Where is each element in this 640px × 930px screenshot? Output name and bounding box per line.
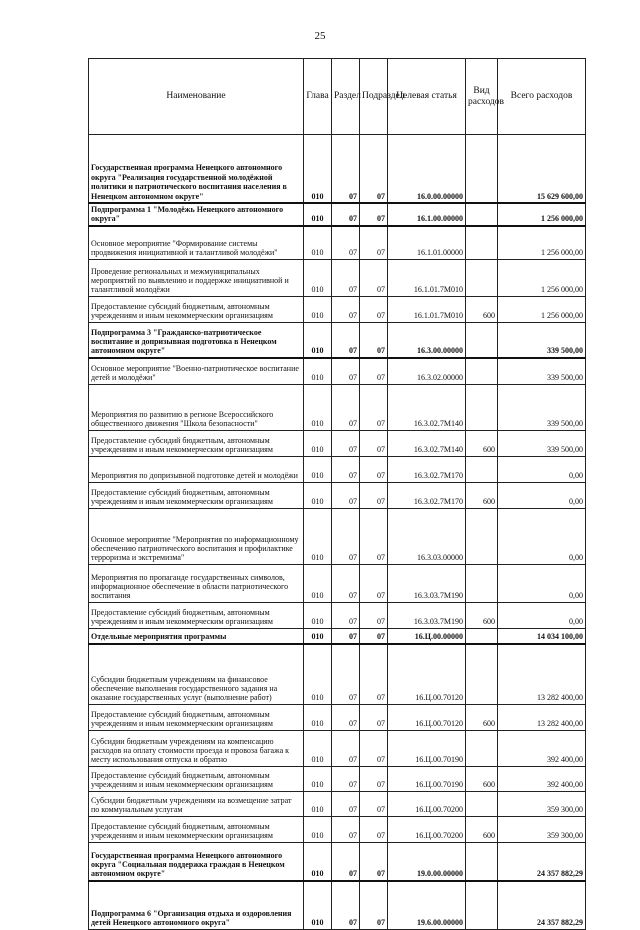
row-chapter: 010	[304, 456, 332, 482]
row-section: 07	[332, 322, 360, 358]
row-name: Предоставление субсидий бюджетным, автономным учреждениям и иным некоммерческим организациям	[89, 430, 304, 456]
row-subsection: 07	[360, 203, 388, 226]
row-subsection: 07	[360, 482, 388, 508]
table-row	[89, 704, 586, 730]
row-section: 07	[332, 203, 360, 226]
row-section: 07	[332, 226, 360, 260]
row-total: 0,00	[498, 602, 586, 628]
row-section: 07	[332, 816, 360, 842]
row-total: 1 256 000,00	[498, 226, 586, 260]
row-section: 07	[332, 564, 360, 602]
table-row	[89, 881, 586, 930]
row-type	[466, 259, 498, 296]
row-name: Основное мероприятие "Формирование системы продвижения инициативной и талантливой молодёжи"	[89, 226, 304, 260]
row-section: 07	[332, 791, 360, 816]
table-row	[89, 135, 586, 204]
row-section: 07	[332, 358, 360, 385]
row-chapter: 010	[304, 508, 332, 564]
row-name: Отдельные мероприятия программы	[89, 628, 304, 644]
row-name: Предоставление субсидий бюджетным, автономным учреждениям и иным некоммерческим организациям	[89, 704, 304, 730]
row-total: 359 300,00	[498, 791, 586, 816]
budget-table	[88, 58, 586, 930]
row-chapter: 010	[304, 816, 332, 842]
row-total: 359 300,00	[498, 816, 586, 842]
row-total: 339 500,00	[498, 384, 586, 430]
row-chapter: 010	[304, 259, 332, 296]
row-chapter: 010	[304, 322, 332, 358]
row-type: 600	[466, 602, 498, 628]
row-subsection: 07	[360, 564, 388, 602]
row-chapter: 010	[304, 482, 332, 508]
table-header-row	[89, 59, 586, 135]
row-target: 16.Ц.00.70120	[388, 704, 466, 730]
header-name: Наименование	[89, 59, 304, 135]
row-total: 1 256 000,00	[498, 259, 586, 296]
row-total: 392 400,00	[498, 766, 586, 791]
row-total: 339 500,00	[498, 322, 586, 358]
row-name: Предоставление субсидий бюджетным, автономным учреждениям и иным некоммерческим организациям	[89, 766, 304, 791]
row-section: 07	[332, 766, 360, 791]
row-total: 1 256 000,00	[498, 203, 586, 226]
row-chapter: 010	[304, 564, 332, 602]
row-target: 16.0.00.00000	[388, 135, 466, 204]
table-row	[89, 564, 586, 602]
row-subsection: 07	[360, 430, 388, 456]
row-chapter: 010	[304, 135, 332, 204]
row-name: Предоставление субсидий бюджетным, автономным учреждениям и иным некоммерческим организациям	[89, 482, 304, 508]
table-row	[89, 766, 586, 791]
row-subsection: 07	[360, 508, 388, 564]
row-subsection: 07	[360, 135, 388, 204]
row-name: Субсидии бюджетным учреждениям на компенсацию расходов на оплату стоимости проезда и провоза багажа к месту использования отпуска и обратно	[89, 730, 304, 766]
row-section: 07	[332, 430, 360, 456]
row-subsection: 07	[360, 296, 388, 322]
row-chapter: 010	[304, 203, 332, 226]
row-section: 07	[332, 508, 360, 564]
row-total: 1 256 000,00	[498, 296, 586, 322]
row-total: 24 357 882,29	[498, 842, 586, 881]
table-row	[89, 296, 586, 322]
row-subsection: 07	[360, 226, 388, 260]
table-row	[89, 226, 586, 260]
row-section: 07	[332, 296, 360, 322]
row-chapter: 010	[304, 791, 332, 816]
row-type	[466, 842, 498, 881]
row-target: 16.3.02.7М140	[388, 384, 466, 430]
row-chapter: 010	[304, 766, 332, 791]
row-total: 392 400,00	[498, 730, 586, 766]
table-row	[89, 430, 586, 456]
row-target: 16.Ц.00.70200	[388, 816, 466, 842]
row-name: Государственная программа Ненецкого автономного округа "Социальная поддержка граждан в Ненецком автономном округе"	[89, 842, 304, 881]
row-total: 339 500,00	[498, 358, 586, 385]
row-chapter: 010	[304, 430, 332, 456]
header-target: Целевая статья	[388, 59, 466, 135]
row-chapter: 010	[304, 704, 332, 730]
table-row	[89, 322, 586, 358]
row-target: 16.3.03.00000	[388, 508, 466, 564]
row-chapter: 010	[304, 602, 332, 628]
row-total: 15 629 600,00	[498, 135, 586, 204]
table-row	[89, 628, 586, 644]
row-target: 16.3.03.7М190	[388, 602, 466, 628]
row-section: 07	[332, 602, 360, 628]
row-chapter: 010	[304, 226, 332, 260]
row-total: 0,00	[498, 456, 586, 482]
row-chapter: 010	[304, 730, 332, 766]
table-body	[89, 135, 586, 930]
row-chapter: 010	[304, 628, 332, 644]
row-section: 07	[332, 704, 360, 730]
row-total: 13 282 400,00	[498, 644, 586, 705]
row-target: 19.0.00.00000	[388, 842, 466, 881]
row-name: Субсидии бюджетным учреждениям на финансовое обеспечение выполнения государственного задания на оказание государственных услуг (выполнение работ)	[89, 644, 304, 705]
row-type: 600	[466, 704, 498, 730]
row-type	[466, 456, 498, 482]
row-subsection: 07	[360, 602, 388, 628]
row-subsection: 07	[360, 384, 388, 430]
row-type	[466, 881, 498, 930]
row-subsection: 07	[360, 322, 388, 358]
row-type: 600	[466, 816, 498, 842]
row-total: 0,00	[498, 564, 586, 602]
row-total: 24 357 882,29	[498, 881, 586, 930]
row-type: 600	[466, 766, 498, 791]
row-type	[466, 203, 498, 226]
table-row	[89, 456, 586, 482]
table-row	[89, 842, 586, 881]
row-target: 16.1.00.00000	[388, 203, 466, 226]
table-row	[89, 816, 586, 842]
row-name: Мероприятия по допризывной подготовке детей и молодёжи	[89, 456, 304, 482]
row-target: 16.Ц.00.70200	[388, 791, 466, 816]
row-target: 16.1.01.7М010	[388, 259, 466, 296]
table-row	[89, 730, 586, 766]
row-type	[466, 628, 498, 644]
table-row	[89, 644, 586, 705]
row-type: 600	[466, 296, 498, 322]
row-type	[466, 730, 498, 766]
row-name: Мероприятия по пропаганде государственных символов, информационное обеспечение в области патриотического воспитания	[89, 564, 304, 602]
row-subsection: 07	[360, 358, 388, 385]
row-section: 07	[332, 842, 360, 881]
row-subsection: 07	[360, 730, 388, 766]
row-type	[466, 564, 498, 602]
row-subsection: 07	[360, 704, 388, 730]
row-subsection: 07	[360, 456, 388, 482]
table-row	[89, 602, 586, 628]
row-subsection: 07	[360, 842, 388, 881]
row-chapter: 010	[304, 644, 332, 705]
row-target: 16.Ц.00.70120	[388, 644, 466, 705]
row-section: 07	[332, 644, 360, 705]
header-section: Раздел	[332, 59, 360, 135]
row-section: 07	[332, 135, 360, 204]
row-type	[466, 791, 498, 816]
row-name: Основное мероприятие "Военно-патриотическое воспитание детей и молодёжи"	[89, 358, 304, 385]
row-name: Предоставление субсидий бюджетным, автономным учреждениям и иным некоммерческим организациям	[89, 296, 304, 322]
row-subsection: 07	[360, 766, 388, 791]
row-target: 16.3.02.7М170	[388, 456, 466, 482]
row-name: Подпрограмма 6 "Организация отдыха и оздоровления детей Ненецкого автономного округа"	[89, 881, 304, 930]
row-chapter: 010	[304, 296, 332, 322]
row-subsection: 07	[360, 259, 388, 296]
row-name: Субсидии бюджетным учреждениям на возмещение затрат по коммунальным услугам	[89, 791, 304, 816]
row-name: Основное мероприятие "Мероприятия по информационному обеспечению патриотического воспитания и профилактике терроризма и экстремизма"	[89, 508, 304, 564]
row-chapter: 010	[304, 358, 332, 385]
row-name: Предоставление субсидий бюджетным, автономным учреждениям и иным некоммерческим организациям	[89, 816, 304, 842]
table-row	[89, 482, 586, 508]
page-number: 25	[314, 30, 326, 42]
row-name: Государственная программа Ненецкого автономного округа "Реализация государственной молодёжной политики и патриотического воспитания населения в Ненецком автономном округе"	[89, 135, 304, 204]
table-row	[89, 259, 586, 296]
table-row	[89, 508, 586, 564]
row-name: Подпрограмма 1 "Молодёжь Ненецкого автономного округа"	[89, 203, 304, 226]
header-subsection: Подраздел	[360, 59, 388, 135]
row-target: 16.3.02.7М170	[388, 482, 466, 508]
row-name: Проведение региональных и межмуниципальных мероприятий по выявлению и поддержке инициативной и талантливой молодёжи	[89, 259, 304, 296]
row-total: 0,00	[498, 508, 586, 564]
row-section: 07	[332, 628, 360, 644]
table-row	[89, 384, 586, 430]
row-name: Предоставление субсидий бюджетным, автономным учреждениям и иным некоммерческим организациям	[89, 602, 304, 628]
row-target: 16.1.01.00000	[388, 226, 466, 260]
row-type	[466, 135, 498, 204]
row-total: 14 034 100,00	[498, 628, 586, 644]
row-section: 07	[332, 730, 360, 766]
row-target: 16.Ц.00.70190	[388, 766, 466, 791]
row-chapter: 010	[304, 842, 332, 881]
row-type	[466, 322, 498, 358]
header-type: Вид расходов	[466, 59, 498, 135]
row-type: 600	[466, 482, 498, 508]
row-type	[466, 358, 498, 385]
row-section: 07	[332, 482, 360, 508]
row-target: 19.6.00.00000	[388, 881, 466, 930]
row-type	[466, 644, 498, 705]
table-row	[89, 791, 586, 816]
row-section: 07	[332, 456, 360, 482]
row-target: 16.Ц.00.00000	[388, 628, 466, 644]
row-name: Мероприятия по развитию в регионе Всероссийского общественного движения "Школа безопасности"	[89, 384, 304, 430]
row-total: 0,00	[498, 482, 586, 508]
header-chapter: Глава	[304, 59, 332, 135]
row-target: 16.3.00.00000	[388, 322, 466, 358]
row-total: 13 282 400,00	[498, 704, 586, 730]
row-subsection: 07	[360, 628, 388, 644]
row-total: 339 500,00	[498, 430, 586, 456]
header-total: Всего расходов	[498, 59, 586, 135]
row-name: Подпрограмма 3 "Гражданско-патриотическое воспитание и допризывная подготовка в Ненецком автономном округе"	[89, 322, 304, 358]
row-type: 600	[466, 430, 498, 456]
row-subsection: 07	[360, 644, 388, 705]
table-row	[89, 358, 586, 385]
row-section: 07	[332, 259, 360, 296]
row-type	[466, 508, 498, 564]
row-target: 16.3.03.7М190	[388, 564, 466, 602]
table-row	[89, 203, 586, 226]
row-target: 16.3.02.00000	[388, 358, 466, 385]
row-section: 07	[332, 384, 360, 430]
row-type	[466, 384, 498, 430]
row-chapter: 010	[304, 881, 332, 930]
row-target: 16.3.02.7М140	[388, 430, 466, 456]
row-chapter: 010	[304, 384, 332, 430]
row-subsection: 07	[360, 881, 388, 930]
row-subsection: 07	[360, 816, 388, 842]
row-subsection: 07	[360, 791, 388, 816]
row-type	[466, 226, 498, 260]
row-target: 16.Ц.00.70190	[388, 730, 466, 766]
row-target: 16.1.01.7М010	[388, 296, 466, 322]
row-section: 07	[332, 881, 360, 930]
